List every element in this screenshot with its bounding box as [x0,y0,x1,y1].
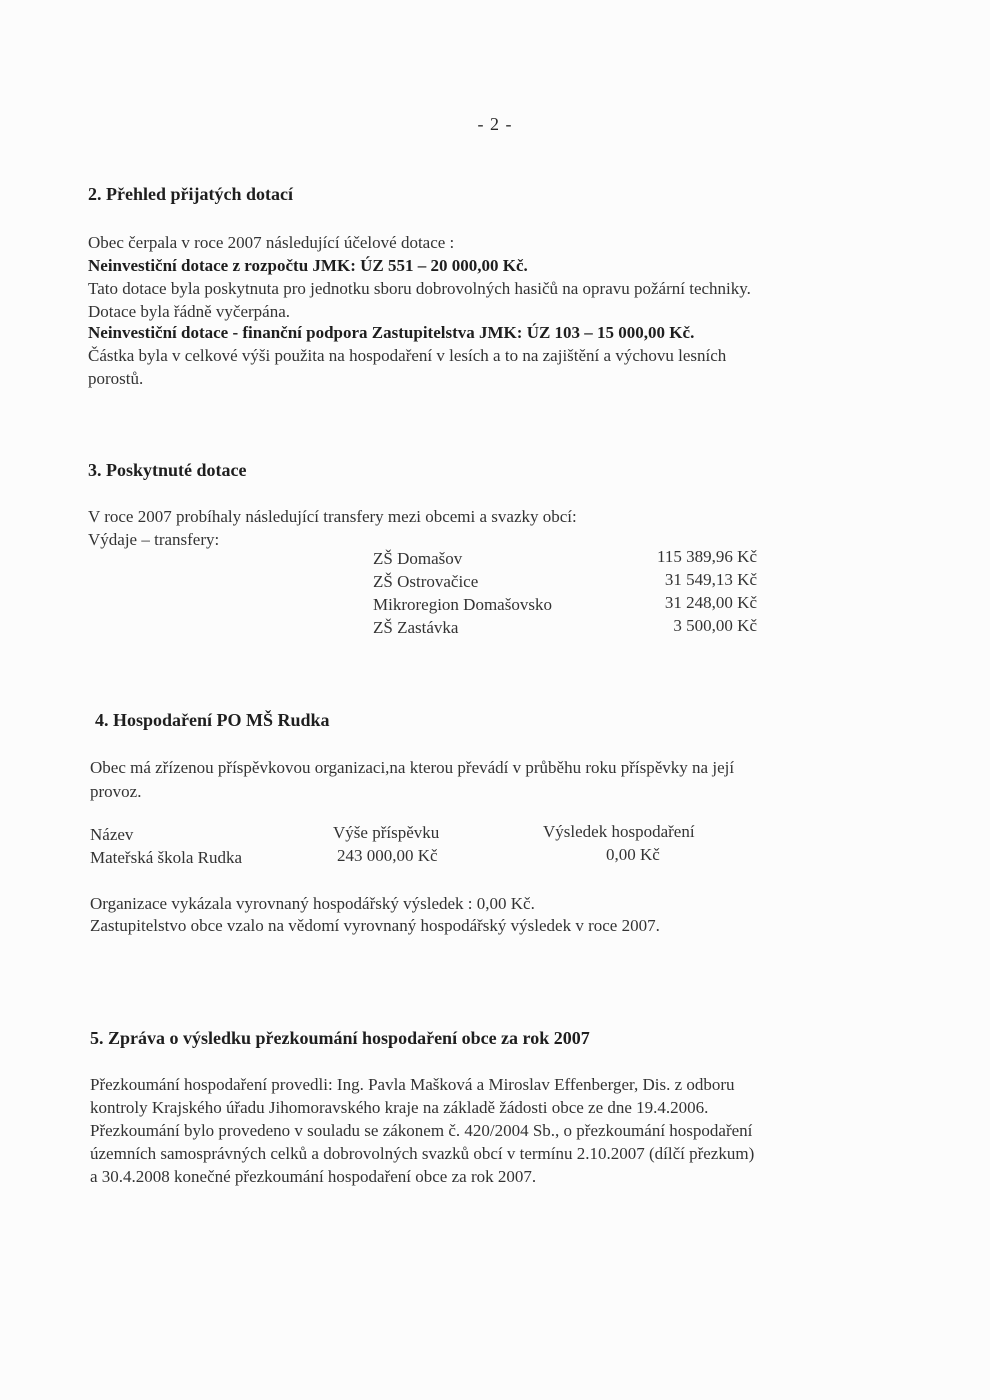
transfer-name: ZŠ Domašov [373,549,463,568]
grant-1-text-line-2: Dotace byla řádně vyčerpána. [88,302,290,321]
grant-1-title: Neinvestiční dotace z rozpočtu JMK: ÚZ 551 – 20 000,00 Kč. [88,256,528,275]
table-cell-name: Mateřská škola Rudka [90,848,243,867]
section-4-result-line-1: Organizace vykázala vyrovnaný hospodářský výsledek : 0,00 Kč. [90,894,535,913]
section-5-heading: 5. Zpráva o výsledku přezkoumání hospodaření obce za rok 2007 [90,1028,590,1048]
section-3-heading: 3. Poskytnuté dotace [88,460,247,480]
transfer-amount: 31 248,00 Kč [664,593,757,612]
transfer-amount: 31 549,13 Kč [664,570,757,589]
grant-2-title: Neinvestiční dotace - finanční podpora Zastupitelstva JMK: ÚZ 103 – 15 000,00 Kč. [88,323,695,342]
section-4-text-line-1: Obec má zřízenou příspěvkovou organizaci,na kterou převádí v průběhu roku příspěvky na její [90,758,735,777]
grant-2-text-line-1: Částka byla v celkové výši použita na hospodaření v lesích a to na zajištění a výchovu lesních [88,346,727,365]
section-5-line: Přezkoumání hospodaření provedli: Ing. Pavla Mašková a Miroslav Effenberger, Dis. z odboru [90,1075,735,1094]
table-header-result: Výsledek hospodaření [543,822,695,841]
table-cell-contribution: 243 000,00 Kč [337,846,438,865]
transfer-amount: 115 389,96 Kč [657,547,757,566]
section-2-intro: Obec čerpala v roce 2007 následující účelové dotace : [88,233,455,252]
section-5-line: kontroly Krajského úřadu Jihomoravského kraje na základě žádosti obce ze dne 19.4.2006. [90,1098,709,1117]
table-header-name: Název [90,825,134,844]
grant-1-text-line-1: Tato dotace byla poskytnuta pro jednotku sboru dobrovolných hasičů na opravu požární techniky. [88,279,751,298]
section-4-heading: 4. Hospodaření PO MŠ Rudka [95,710,330,730]
transfer-amount: 3 500,00 Kč [673,616,757,635]
section-5-line: Přezkoumání bylo provedeno v souladu se zákonem č. 420/2004 Sb., o přezkoumání hospodaření [90,1121,753,1140]
transfer-name: Mikroregion Domašovsko [373,595,552,614]
section-4-text-line-2: provoz. [90,782,142,801]
section-2-heading: 2. Přehled přijatých dotací [88,184,293,204]
table-cell-result: 0,00 Kč [606,845,660,864]
grant-2-text-line-2: porostů. [88,369,144,388]
transfer-name: ZŠ Ostrovačice [373,572,479,591]
section-3-intro: V roce 2007 probíhaly následující transfery mezi obcemi a svazky obcí: [88,507,577,526]
table-header-contribution: Výše příspěvku [333,823,440,842]
page-number: - 2 - [477,114,513,134]
transfers-label: Výdaje – transfery: [88,530,220,549]
section-4-result-line-2: Zastupitelstvo obce vzalo na vědomí vyrovnaný hospodářský výsledek v roce 2007. [90,916,660,935]
section-5-line: a 30.4.2008 konečné přezkoumání hospodaření obce za rok 2007. [90,1167,537,1186]
section-5-line: územních samosprávných celků a dobrovolných svazků obcí v termínu 2.10.2007 (dílčí přezkum) [90,1144,755,1163]
transfer-name: ZŠ Zastávka [373,618,459,637]
